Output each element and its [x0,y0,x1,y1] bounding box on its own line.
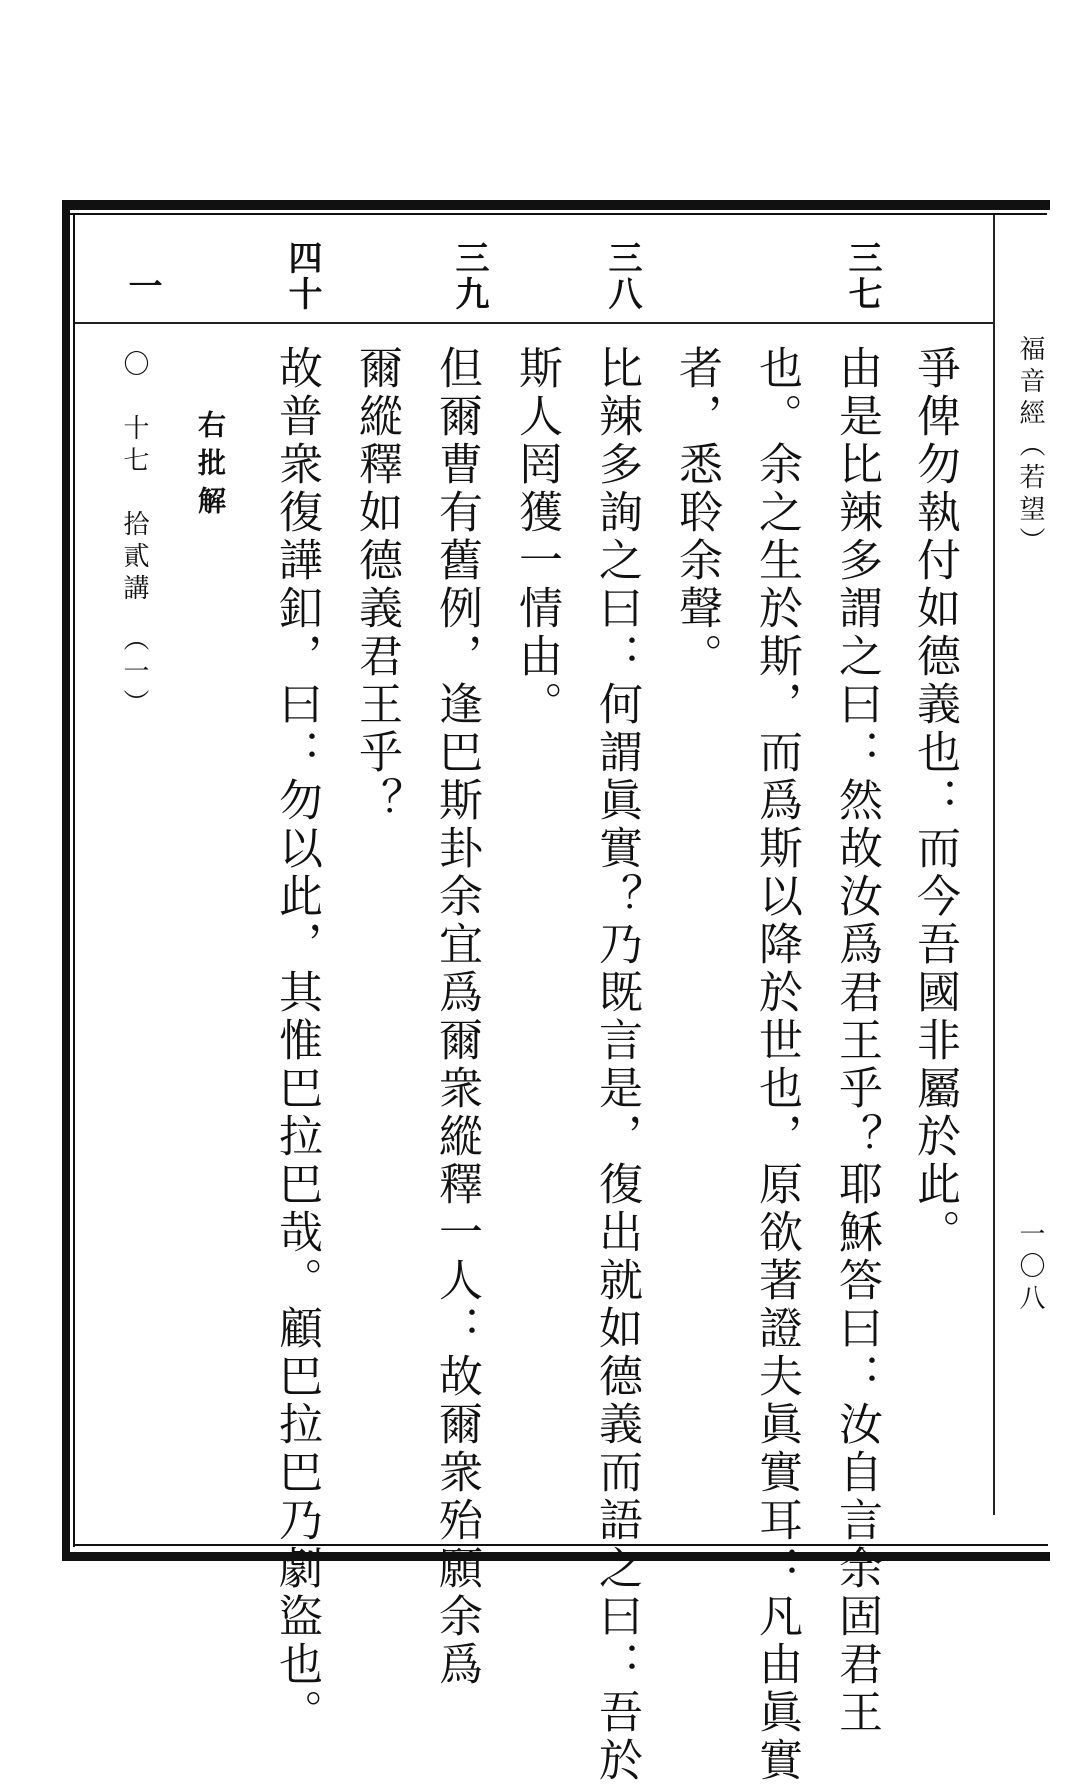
verse-number-40: 四十 [282,240,322,312]
text-column-5: 比辣多詢之曰：何謂眞實？乃既言是，復出就如德義而語之曰：吾於 [591,345,642,1785]
text-column-7: 但爾曹有舊例，逢巴斯卦余宜爲爾衆縱釋一人：故爾衆殆願余爲 [431,345,482,1689]
frame-top-rule [62,200,1050,210]
frame-left-inner-rule [73,213,75,1547]
frame-bottom-rule [62,1552,1050,1561]
text-column-8: 爾縱釋如德義君王乎？ [351,345,402,825]
frame-top-inner-rule [62,213,1047,215]
text-column-9: 故普衆復譁釦，曰：勿以此，其惟巴拉巴哉。顧巴拉巴乃劇盜也。 [271,345,322,1737]
verse-number-38: 三八 [602,240,642,312]
text-column-6: 斯人罔獲一情由。 [511,345,562,729]
running-head-divider [993,215,995,1515]
verse-number-37: 三七 [842,240,882,312]
text-column-4: 者，悉聆余聲。 [671,345,722,681]
frame-bottom-inner-rule [73,1544,1048,1546]
text-column-3: 也。余之生於斯，而爲斯以降於世也，原欲著證夫眞實耳：凡由眞實 [751,345,802,1785]
page-number: 一〇八 [1015,1220,1045,1316]
text-column-2: 由是比辣多謂之曰：然故汝爲君王乎？耶穌答曰：汝自言余固君王 [831,345,882,1737]
text-column-1: 爭俾勿執付如德義也：而今吾國非屬於此。 [909,345,960,1257]
verse-number-divider [75,322,993,324]
chapter-line: 〇 十七 拾貳講 （一） [119,350,149,721]
frame-left-rule [62,200,70,1560]
marginal-note: 右批解 [194,410,227,524]
verse-number-1: 一 [122,268,162,304]
running-head: 福音經（若望） [1015,335,1045,559]
verse-number-39: 三九 [449,240,489,312]
